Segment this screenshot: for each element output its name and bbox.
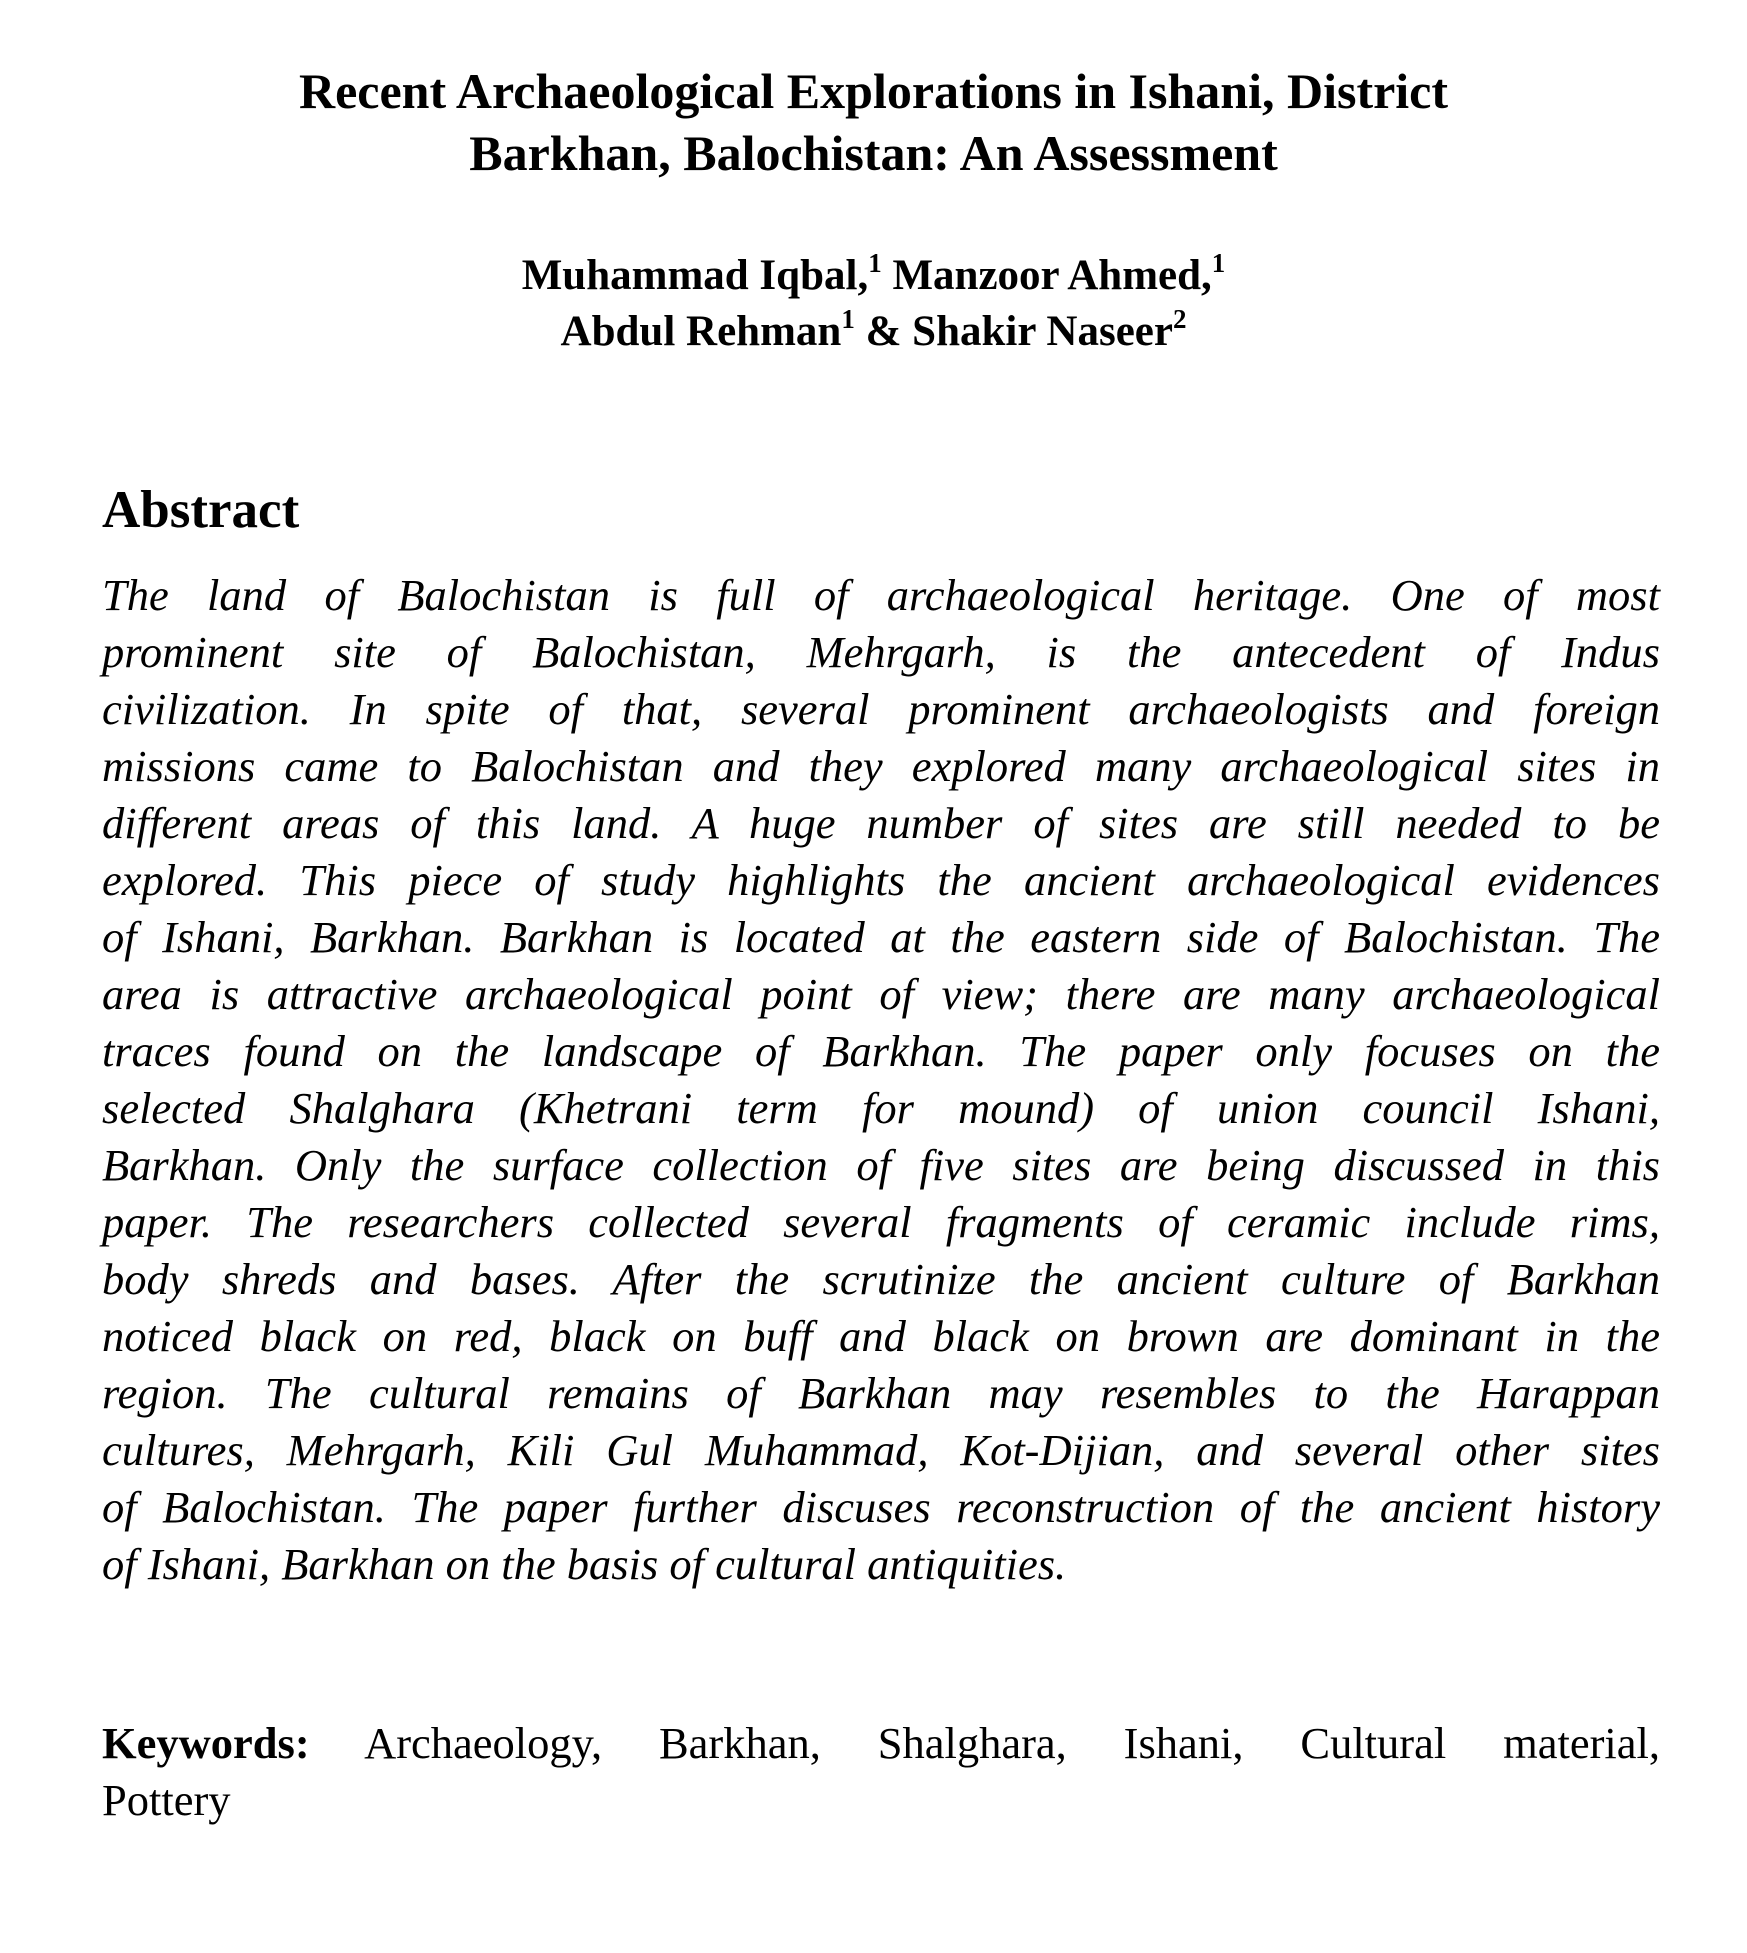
abstract-heading: Abstract — [102, 481, 300, 539]
abstract-line: area is attractive archaeological point of view; there are many archaeological — [102, 969, 1660, 1019]
author-separator: & — [865, 308, 902, 355]
keywords-section — [102, 1715, 1660, 1829]
paper-title — [0, 60, 1747, 184]
abstract-line: selected Shalghara (Khetrani term for mound) of union council Ishani, — [102, 1083, 1660, 1133]
keywords-line-2: Pottery — [102, 1775, 231, 1825]
abstract-line: paper. The researchers collected several fragments of ceramic include rims, — [102, 1197, 1660, 1247]
abstract-line: Barkhan. Only the surface collection of five sites are being discussed in this — [102, 1140, 1660, 1190]
author-name: Abdul Rehman — [560, 308, 842, 355]
abstract-line: of Ishani, Barkhan. Barkhan is located at the eastern side of Balochistan. The — [102, 912, 1660, 962]
author-name: Manzoor Ahmed, — [892, 252, 1212, 299]
abstract-line: region. The cultural remains of Barkhan may resembles to the Harappan — [102, 1368, 1660, 1418]
keywords-line-1 — [102, 1715, 1660, 1772]
author-name: Muhammad Iqbal, — [521, 252, 869, 299]
abstract-line: of Balochistan. The paper further discuses reconstruction of the ancient history — [102, 1482, 1660, 1532]
abstract-line: prominent site of Balochistan, Mehrgarh, is the antecedent of Indus — [102, 627, 1660, 677]
keywords-list: Archaeology, Barkhan, Shalghara, Ishani, Cultural material, — [364, 1718, 1660, 1768]
abstract-line: body shreds and bases. After the scrutinize the ancient culture of Barkhan — [102, 1254, 1660, 1304]
author-list — [0, 248, 1747, 360]
abstract-line: noticed black on red, black on buff and black on brown are dominant in the — [102, 1311, 1660, 1361]
abstract-line: traces found on the landscape of Barkhan. The paper only focuses on the — [102, 1026, 1660, 1076]
author-line-1 — [0, 248, 1747, 304]
author-affiliation: 1 — [1211, 247, 1226, 278]
abstract-line: The land of Balochistan is full of archaeological heritage. One of most — [102, 570, 1660, 620]
author-name: Shakir Naseer — [912, 308, 1173, 355]
author-affiliation: 1 — [868, 247, 882, 278]
paper-title-line-1: Recent Archaeological Explorations in Ishani, District — [298, 63, 1449, 119]
abstract-line: missions came to Balochistan and they explored many archaeological sites in — [102, 741, 1660, 791]
author-affiliation: 2 — [1172, 303, 1187, 334]
abstract-line: of Ishani, Barkhan on the basis of cultural antiquities. — [102, 1539, 1067, 1589]
abstract-line: cultures, Mehrgarh, Kili Gul Muhammad, Kot-Dijian, and several other sites — [102, 1425, 1660, 1475]
keywords-label: Keywords: — [102, 1718, 310, 1768]
abstract-line: civilization. In spite of that, several prominent archaeologists and foreign — [102, 684, 1660, 734]
abstract-line: different areas of this land. A huge number of sites are still needed to be — [102, 798, 1660, 848]
paper-title-line-2: Barkhan, Balochistan: An Assessment — [469, 125, 1278, 181]
abstract-body — [102, 567, 1660, 1593]
author-line-2 — [0, 304, 1747, 360]
author-affiliation: 1 — [841, 303, 855, 334]
abstract-line: explored. This piece of study highlights the ancient archaeological evidences — [102, 855, 1660, 905]
